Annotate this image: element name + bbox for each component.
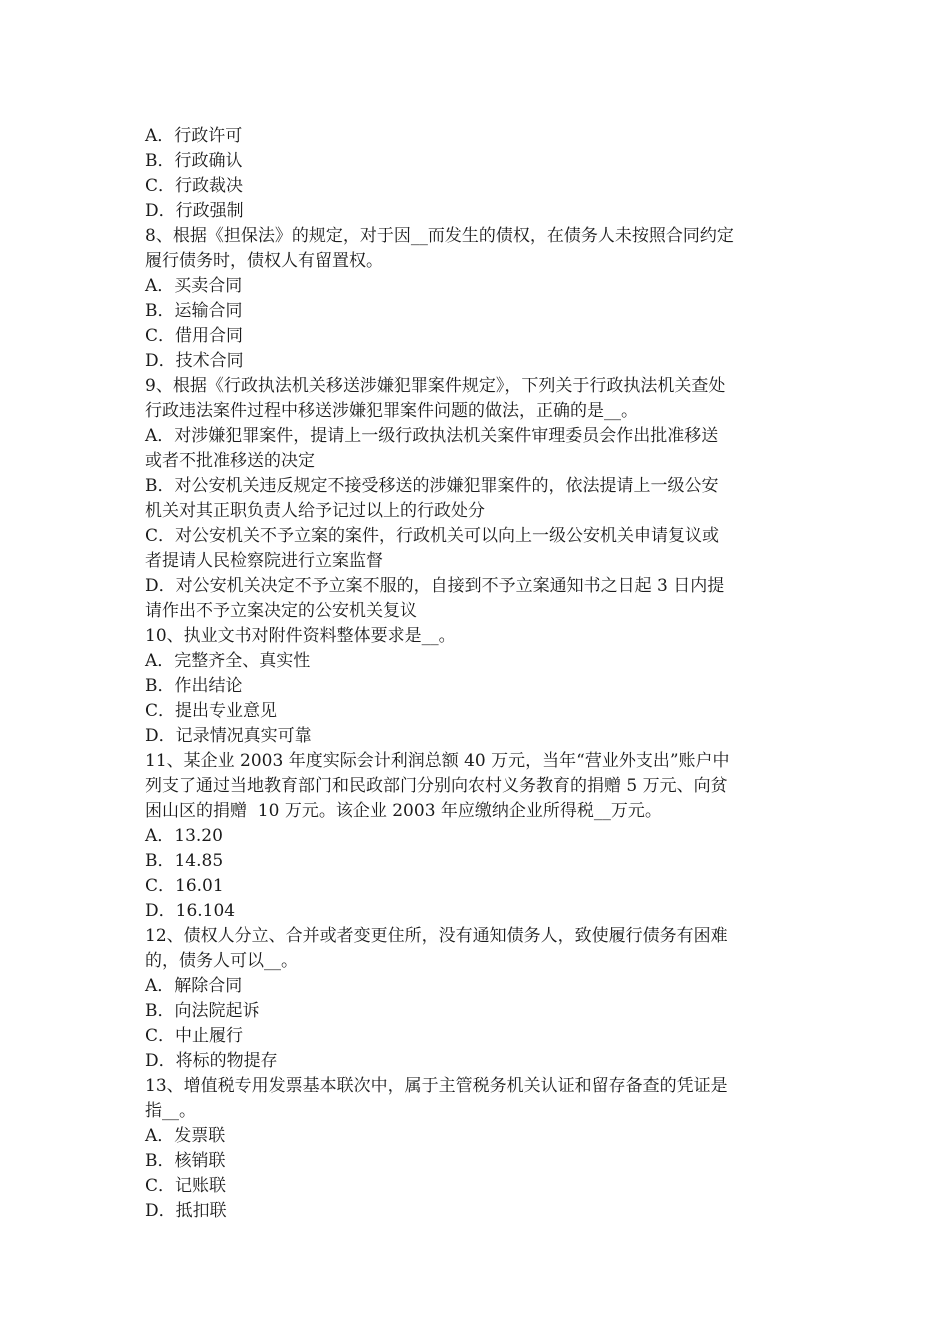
option-line: C．16.01	[145, 876, 224, 896]
option-line: C．记账联	[145, 1176, 227, 1196]
option-line: B．运输合同	[145, 301, 243, 321]
option-line: C．行政裁决	[145, 176, 244, 196]
option-line: A．13.20	[145, 826, 223, 846]
option-line: A．发票联	[145, 1126, 226, 1146]
question-12-text: 的，债务人可以__。	[145, 951, 298, 971]
option-line: A．行政许可	[145, 126, 243, 146]
option-line: 或者不批准移送的决定	[145, 451, 315, 471]
option-line: D．技术合同	[145, 351, 244, 371]
option-line: D．抵扣联	[145, 1201, 227, 1221]
question-8-text: 履行债务时，债权人有留置权。	[145, 251, 383, 271]
option-line: 机关对其正职负责人给予记过以上的行政处分	[145, 501, 485, 521]
option-line: A．解除合同	[145, 976, 243, 996]
option-line: B．14.85	[145, 851, 224, 871]
question-8-text: 8、根据《担保法》的规定，对于因__而发生的债权，在债务人未按照合同约定	[145, 226, 734, 246]
option-line: D．16.104	[145, 901, 236, 921]
option-line: B．核销联	[145, 1151, 226, 1171]
question-11-text: 列支了通过当地教育部门和民政部门分别向农村义务教育的捐赠 5 万元、向贫	[145, 776, 728, 796]
option-line: D．将标的物提存	[145, 1051, 278, 1071]
option-line: B．对公安机关违反规定不接受移送的涉嫌犯罪案件的，依法提请上一级公安	[145, 476, 719, 496]
option-line: B．行政确认	[145, 151, 243, 171]
option-line: C．中止履行	[145, 1026, 244, 1046]
option-line: 请作出不予立案决定的公安机关复议	[145, 601, 417, 621]
option-line: D．对公安机关决定不予立案不服的，自接到不予立案通知书之日起 3 日内提	[145, 576, 725, 596]
option-line: C．对公安机关不予立案的案件，行政机关可以向上一级公安机关申请复议或	[145, 526, 720, 546]
question-13-text: 指__。	[145, 1101, 196, 1121]
question-13-text: 13、增值税专用发票基本联次中，属于主管税务机关认证和留存备查的凭证是	[145, 1076, 728, 1096]
option-line: B．向法院起诉	[145, 1001, 260, 1021]
option-line: C．借用合同	[145, 326, 244, 346]
question-9-text: 9、根据《行政执法机关移送涉嫌犯罪案件规定》，下列关于行政执法机关查处	[145, 376, 726, 396]
question-9-text: 行政违法案件过程中移送涉嫌犯罪案件问题的做法，正确的是__。	[145, 401, 638, 421]
option-line: A．对涉嫌犯罪案件，提请上一级行政执法机关案件审理委员会作出批准移送	[145, 426, 719, 446]
option-line: 者提请人民检察院进行立案监督	[145, 551, 383, 571]
option-line: B．作出结论	[145, 676, 243, 696]
option-line: D．记录情况真实可靠	[145, 726, 312, 746]
option-line: C．提出专业意见	[145, 701, 278, 721]
document-body	[145, 124, 809, 1224]
option-line: A．买卖合同	[145, 276, 243, 296]
option-line: A．完整齐全、真实性	[145, 651, 311, 671]
question-10-text: 10、执业文书对附件资料整体要求是__。	[145, 626, 456, 646]
option-line: D．行政强制	[145, 201, 244, 221]
question-11-text: 困山区的捐赠 10 万元。该企业 2003 年应缴纳企业所得税__万元。	[145, 801, 662, 821]
question-12-text: 12、债权人分立、合并或者变更住所，没有通知债务人，致使履行债务有困难	[145, 926, 728, 946]
question-11-text: 11、某企业 2003 年度实际会计利润总额 40 万元，当年“营业外支出”账户中	[145, 751, 730, 771]
